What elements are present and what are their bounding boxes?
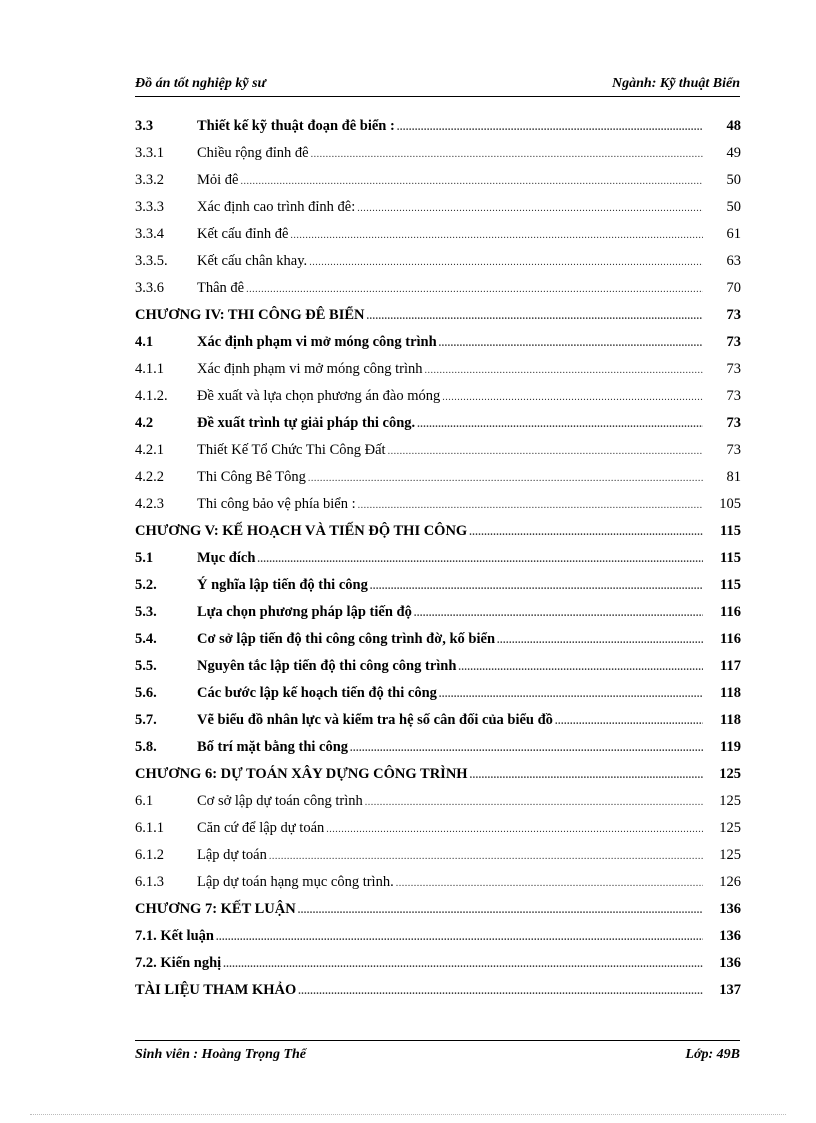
toc-entry-body bbox=[197, 545, 703, 573]
toc-entry-page: 50 bbox=[726, 199, 741, 215]
toc-leader-dots bbox=[417, 411, 703, 438]
toc-entry bbox=[135, 869, 741, 896]
toc-entry-title: Chiều rộng đỉnh đê bbox=[197, 145, 309, 161]
toc-entry-page: 115 bbox=[720, 577, 741, 593]
toc-entry bbox=[135, 491, 741, 518]
toc-entry-body bbox=[197, 356, 703, 384]
toc-leader-dots bbox=[497, 627, 703, 654]
toc-entry-title: Lập dự toán hạng mục công trình. bbox=[197, 874, 394, 890]
toc-entry bbox=[135, 734, 741, 761]
toc-entry-body bbox=[135, 302, 703, 330]
toc-entry-title: Xác định cao trình đỉnh đê: bbox=[197, 199, 356, 215]
toc-entry-page: 118 bbox=[720, 685, 741, 701]
header-major: Ngành: Kỹ thuật Biển bbox=[612, 76, 740, 91]
toc-entry bbox=[135, 815, 741, 842]
toc-entry-body bbox=[135, 761, 703, 789]
page-header bbox=[135, 76, 740, 97]
toc-entry-title: Đề xuất và lựa chọn phương án đào móng bbox=[197, 388, 441, 404]
toc-entry-number: 4.1 bbox=[135, 334, 154, 350]
toc-entry bbox=[135, 923, 741, 950]
toc-entry-title: Cơ sở lập dự toán công trình bbox=[197, 793, 363, 809]
toc-leader-dots bbox=[397, 114, 703, 141]
toc-leader-dots bbox=[470, 762, 703, 789]
toc-entry-page: 116 bbox=[720, 604, 741, 620]
toc-entry-title: Nguyên tắc lập tiến độ thi công công trình bbox=[197, 658, 457, 674]
toc-entry-number: 3.3.5. bbox=[135, 253, 168, 269]
toc-entry-number: 5.7. bbox=[135, 712, 157, 728]
toc-entry-body bbox=[197, 680, 703, 708]
toc-entry-body bbox=[197, 464, 703, 492]
toc-entry-title: Thân đê bbox=[197, 280, 245, 296]
toc-entry-body bbox=[135, 950, 703, 978]
toc-entry-number: 6.1.1 bbox=[135, 820, 164, 836]
toc-entry bbox=[135, 572, 741, 599]
toc-leader-dots bbox=[365, 789, 703, 816]
toc-entry bbox=[135, 410, 741, 437]
toc-entry-body bbox=[197, 140, 703, 168]
toc-entry-title: CHƯƠNG 7: KẾT LUẬN bbox=[135, 901, 296, 917]
toc-entry bbox=[135, 545, 741, 572]
toc-entry-number: 4.1.1 bbox=[135, 361, 164, 377]
toc-entry bbox=[135, 626, 741, 653]
toc-entry-title: Thi công bảo vệ phía biển : bbox=[197, 496, 356, 512]
toc-entry-title: 7.2. Kiến nghị bbox=[135, 955, 222, 971]
toc-leader-dots bbox=[357, 195, 703, 222]
toc-leader-dots bbox=[350, 735, 703, 762]
toc-entry-title: Thiết Kế Tổ Chức Thi Công Đất bbox=[197, 442, 386, 458]
toc-entry-page: 126 bbox=[719, 874, 741, 890]
toc-entry-title: Kết cấu chân khay. bbox=[197, 253, 308, 269]
toc-entry-page: 115 bbox=[720, 523, 741, 539]
toc-entry bbox=[135, 977, 741, 1004]
toc-entry-body bbox=[135, 923, 703, 951]
toc-entry bbox=[135, 842, 741, 869]
toc-entry bbox=[135, 437, 741, 464]
toc-leader-dots bbox=[439, 330, 703, 357]
toc-entry-title: TÀI LIỆU THAM KHẢO bbox=[135, 982, 297, 998]
toc-entry-page: 136 bbox=[719, 955, 741, 971]
page-bottom-divider bbox=[30, 1114, 786, 1115]
toc-leader-dots bbox=[458, 654, 703, 681]
toc-entry bbox=[135, 761, 741, 788]
toc-entry-page: 125 bbox=[719, 793, 741, 809]
toc-entry-body bbox=[135, 977, 703, 1005]
toc-entry-body bbox=[197, 113, 703, 141]
toc-entry-page: 73 bbox=[726, 334, 741, 350]
toc-entry-body bbox=[197, 491, 703, 519]
toc-entry-page: 49 bbox=[726, 145, 741, 161]
toc-entry-number: 3.3 bbox=[135, 118, 154, 134]
toc-entry-title: Đề xuất trình tự giải pháp thi công. bbox=[197, 415, 416, 431]
toc-entry-title: Mỏi đê bbox=[197, 172, 239, 188]
toc-entry-page: 73 bbox=[726, 442, 741, 458]
toc-entry-number: 6.1.3 bbox=[135, 874, 164, 890]
toc-leader-dots bbox=[311, 141, 703, 168]
toc-entry-body bbox=[197, 734, 703, 762]
toc-entry-number: 3.3.6 bbox=[135, 280, 164, 296]
toc-entry-page: 125 bbox=[719, 820, 741, 836]
toc-entry-page: 81 bbox=[726, 469, 741, 485]
toc-leader-dots bbox=[414, 600, 703, 627]
toc-entry bbox=[135, 248, 741, 275]
toc-entry-title: Các bước lập kế hoạch tiến độ thi công bbox=[197, 685, 437, 701]
toc-entry-page: 136 bbox=[719, 928, 741, 944]
toc-leader-dots bbox=[309, 249, 703, 276]
toc-entry-page: 117 bbox=[720, 658, 741, 674]
toc-leader-dots bbox=[367, 303, 704, 330]
toc-leader-dots bbox=[308, 465, 703, 492]
toc-entry-number: 5.3. bbox=[135, 604, 157, 620]
toc-entry-page: 118 bbox=[720, 712, 741, 728]
toc-entry-number: 3.3.2 bbox=[135, 172, 164, 188]
toc-entry-body bbox=[135, 896, 703, 924]
toc-entry bbox=[135, 194, 741, 221]
toc-entry-number: 3.3.1 bbox=[135, 145, 164, 161]
toc-entry-body bbox=[197, 194, 703, 222]
toc-entry-title: Kết cấu đỉnh đê bbox=[197, 226, 289, 242]
toc-entry-body bbox=[197, 248, 703, 276]
toc-entry-page: 61 bbox=[726, 226, 741, 242]
toc-leader-dots bbox=[469, 519, 703, 546]
toc-entry-page: 70 bbox=[726, 280, 741, 296]
toc-entry-body bbox=[197, 842, 703, 870]
toc-entry-number: 4.2.2 bbox=[135, 469, 164, 485]
toc-entry-number: 6.1.2 bbox=[135, 847, 164, 863]
toc-entry bbox=[135, 653, 741, 680]
toc-entry-body bbox=[197, 329, 703, 357]
toc-entry-number: 4.2 bbox=[135, 415, 154, 431]
toc-entry-body bbox=[197, 383, 703, 411]
toc-entry bbox=[135, 113, 741, 140]
toc-leader-dots bbox=[269, 843, 703, 870]
toc-entry-title: Cơ sở lập tiến độ thi công công trình đờ, kố biển bbox=[197, 631, 496, 647]
toc-entry-page: 73 bbox=[726, 307, 741, 323]
toc-leader-dots bbox=[555, 708, 703, 735]
toc-entry bbox=[135, 140, 741, 167]
toc-entry bbox=[135, 356, 741, 383]
toc-entry-body bbox=[197, 815, 703, 843]
toc-leader-dots bbox=[290, 222, 703, 249]
toc-entry-page: 48 bbox=[726, 118, 741, 134]
toc-entry-title: Xác định phạm vi mở móng công trình bbox=[197, 361, 423, 377]
toc-entry-title: Mục đích bbox=[197, 550, 256, 566]
toc-entry-title: Vẽ biểu đồ nhân lực và kiểm tra hệ số cân đối của biểu đồ bbox=[197, 712, 553, 728]
toc-entry bbox=[135, 599, 741, 626]
toc-entry-title: Xác định phạm vi mở móng công trình bbox=[197, 334, 437, 350]
toc-entry bbox=[135, 707, 741, 734]
toc-entry-title: Lập dự toán bbox=[197, 847, 267, 863]
toc-entry-title: Ý nghĩa lập tiến độ thi công bbox=[197, 577, 368, 593]
toc-entry-body bbox=[197, 869, 703, 897]
toc-entry-page: 73 bbox=[726, 388, 741, 404]
table-of-contents bbox=[135, 113, 741, 1004]
toc-entry bbox=[135, 167, 741, 194]
toc-entry-page: 137 bbox=[719, 982, 741, 998]
toc-entry bbox=[135, 329, 741, 356]
toc-entry bbox=[135, 896, 741, 923]
toc-entry-number: 5.2. bbox=[135, 577, 157, 593]
toc-entry-title: Căn cứ để lập dự toán bbox=[197, 820, 325, 836]
toc-leader-dots bbox=[216, 924, 703, 951]
toc-entry-page: 119 bbox=[720, 739, 741, 755]
toc-entry bbox=[135, 680, 741, 707]
toc-leader-dots bbox=[370, 573, 703, 600]
toc-entry-number: 5.8. bbox=[135, 739, 157, 755]
toc-entry bbox=[135, 221, 741, 248]
toc-leader-dots bbox=[257, 546, 703, 573]
footer-student-name: Sinh viên : Hoàng Trọng Thể bbox=[135, 1047, 307, 1062]
toc-entry-title: Bố trí mặt bằng thi công bbox=[197, 739, 349, 755]
toc-entry-page: 125 bbox=[719, 847, 741, 863]
toc-entry bbox=[135, 788, 741, 815]
toc-entry-page: 73 bbox=[726, 361, 741, 377]
toc-entry-page: 115 bbox=[720, 550, 741, 566]
toc-leader-dots bbox=[358, 492, 703, 519]
toc-entry-number: 4.2.3 bbox=[135, 496, 164, 512]
toc-entry-number: 5.4. bbox=[135, 631, 157, 647]
toc-entry-title: Lựa chọn phương pháp lập tiến độ bbox=[197, 604, 412, 620]
toc-entry-number: 3.3.3 bbox=[135, 199, 164, 215]
toc-leader-dots bbox=[326, 816, 703, 843]
toc-entry bbox=[135, 464, 741, 491]
toc-entry-title: CHƯƠNG IV: THI CÔNG ĐÊ BIỂN bbox=[135, 307, 365, 323]
toc-entry-body bbox=[197, 707, 703, 735]
toc-entry-title: CHƯƠNG 6: DỰ TOÁN XÂY DỰNG CÔNG TRÌNH bbox=[135, 766, 468, 782]
toc-entry-number: 5.5. bbox=[135, 658, 157, 674]
toc-entry-body bbox=[197, 599, 703, 627]
toc-entry-number: 5.1 bbox=[135, 550, 154, 566]
toc-leader-dots bbox=[442, 384, 703, 411]
toc-leader-dots bbox=[298, 978, 703, 1005]
toc-entry-title: Thiết kế kỹ thuật đoạn đê biển : bbox=[197, 118, 395, 134]
toc-leader-dots bbox=[246, 276, 703, 303]
toc-entry bbox=[135, 383, 741, 410]
page-footer bbox=[135, 1040, 740, 1071]
toc-leader-dots bbox=[396, 870, 703, 897]
footer-class: Lớp: 49B bbox=[685, 1047, 740, 1062]
toc-entry-body bbox=[197, 437, 703, 465]
toc-entry-page: 73 bbox=[726, 415, 741, 431]
header-document-title: Đồ án tốt nghiệp kỹ sư bbox=[135, 76, 266, 91]
toc-entry bbox=[135, 950, 741, 977]
toc-entry-body bbox=[197, 626, 703, 654]
toc-entry-title: 7.1. Kết luận bbox=[135, 928, 214, 944]
toc-entry-number: 4.1.2. bbox=[135, 388, 168, 404]
toc-entry-body bbox=[197, 275, 703, 303]
toc-entry-page: 63 bbox=[726, 253, 741, 269]
toc-entry-number: 5.6. bbox=[135, 685, 157, 701]
toc-entry-body bbox=[197, 788, 703, 816]
toc-entry-title: Thi Công Bê Tông bbox=[197, 469, 306, 485]
toc-entry-page: 50 bbox=[726, 172, 741, 188]
toc-entry-number: 3.3.4 bbox=[135, 226, 164, 242]
toc-entry-page: 136 bbox=[719, 901, 741, 917]
toc-leader-dots bbox=[298, 897, 703, 924]
toc-entry-number: 6.1 bbox=[135, 793, 154, 809]
toc-entry-body bbox=[197, 410, 703, 438]
toc-leader-dots bbox=[388, 438, 703, 465]
toc-entry-body bbox=[197, 653, 703, 681]
toc-entry-body bbox=[135, 518, 703, 546]
toc-entry bbox=[135, 518, 741, 545]
toc-entry-body bbox=[197, 572, 703, 600]
toc-entry-page: 116 bbox=[720, 631, 741, 647]
toc-entry bbox=[135, 302, 741, 329]
toc-leader-dots bbox=[439, 681, 703, 708]
toc-entry-body bbox=[197, 167, 703, 195]
toc-entry-page: 105 bbox=[719, 496, 741, 512]
toc-entry-number: 4.2.1 bbox=[135, 442, 164, 458]
toc-entry bbox=[135, 275, 741, 302]
toc-leader-dots bbox=[223, 951, 703, 978]
toc-leader-dots bbox=[240, 168, 703, 195]
toc-entry-body bbox=[197, 221, 703, 249]
toc-entry-page: 125 bbox=[719, 766, 741, 782]
toc-leader-dots bbox=[425, 357, 703, 384]
toc-entry-title: CHƯƠNG V: KẾ HOẠCH VÀ TIẾN ĐỘ THI CÔNG bbox=[135, 523, 468, 539]
